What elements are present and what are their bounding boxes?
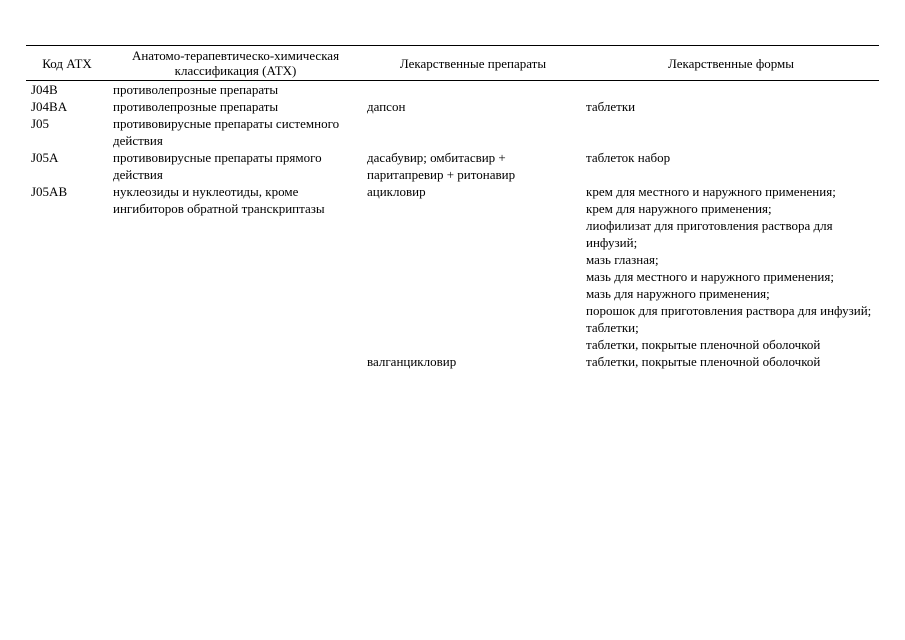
- drug-cell: [363, 81, 583, 99]
- drug-cell: валганцикловир: [367, 354, 457, 369]
- table-header: [26, 46, 879, 81]
- dosage-form-item: мазь для наружного применения;: [586, 286, 770, 301]
- dosage-form-item: таблетки;: [586, 320, 639, 335]
- dosage-form-item: таблеток набор: [586, 150, 671, 165]
- classification-cell: [108, 353, 363, 370]
- drug-cell: [363, 115, 583, 149]
- drug-cell: дапсон: [367, 99, 406, 114]
- forms-cell: [583, 353, 879, 370]
- atc-drug-table: [26, 45, 879, 370]
- classification-cell: противолепрозные препараты: [113, 82, 279, 97]
- table-row: [26, 81, 879, 99]
- header-atc-classification: Анатомо-терапевтическо-химическая классификация (АТХ): [108, 46, 363, 81]
- forms-cell: [583, 183, 879, 353]
- atc-code-cell: J05AB: [31, 184, 68, 199]
- classification-cell: нуклеозиды и нуклеотиды, кроме ингибиторов обратной транскриптазы: [113, 184, 325, 216]
- dosage-form-item: таблетки, покрытые пленочной оболочкой: [586, 354, 821, 369]
- header-row: [26, 46, 879, 81]
- dosage-form-item: крем для местного и наружного применения;: [586, 184, 836, 199]
- dosage-form-item: лиофилизат для приготовления раствора для инфузий;: [586, 218, 833, 250]
- atc-code-cell: J05A: [31, 150, 59, 165]
- forms-cell: [583, 81, 879, 99]
- header-atc-code: Код АТХ: [26, 46, 108, 81]
- header-drugs: Лекарственные препараты: [363, 46, 583, 81]
- dosage-form-item: мазь глазная;: [586, 252, 659, 267]
- atc-code-cell: J04BA: [31, 99, 68, 114]
- classification-cell: противолепрозные препараты: [113, 99, 279, 114]
- forms-cell: [583, 149, 879, 183]
- atc-code-cell: J05: [31, 116, 50, 131]
- table-row: [26, 353, 879, 370]
- dosage-form-item: порошок для приготовления раствора для инфузий;: [586, 303, 872, 318]
- table-row: [26, 149, 879, 183]
- drug-cell: дасабувир; омбитасвир + паритапревир + ритонавир: [367, 150, 516, 182]
- dosage-form-item: мазь для местного и наружного применения;: [586, 269, 834, 284]
- forms-cell: [583, 115, 879, 149]
- table-row: [26, 98, 879, 115]
- dosage-form-item: таблетки: [586, 99, 636, 114]
- atc-code-cell: [26, 353, 108, 370]
- table-row: [26, 183, 879, 353]
- classification-cell: противовирусные препараты системного действия: [113, 116, 340, 148]
- classification-cell: противовирусные препараты прямого действия: [113, 150, 322, 182]
- header-dosage-forms: Лекарственные формы: [583, 46, 879, 81]
- drug-cell: ацикловир: [367, 184, 426, 199]
- forms-cell: [583, 98, 879, 115]
- dosage-form-item: крем для наружного применения;: [586, 201, 772, 216]
- table-body: [26, 81, 879, 371]
- atc-code-cell: J04B: [31, 82, 58, 97]
- table-row: [26, 115, 879, 149]
- dosage-form-item: таблетки, покрытые пленочной оболочкой: [586, 337, 821, 352]
